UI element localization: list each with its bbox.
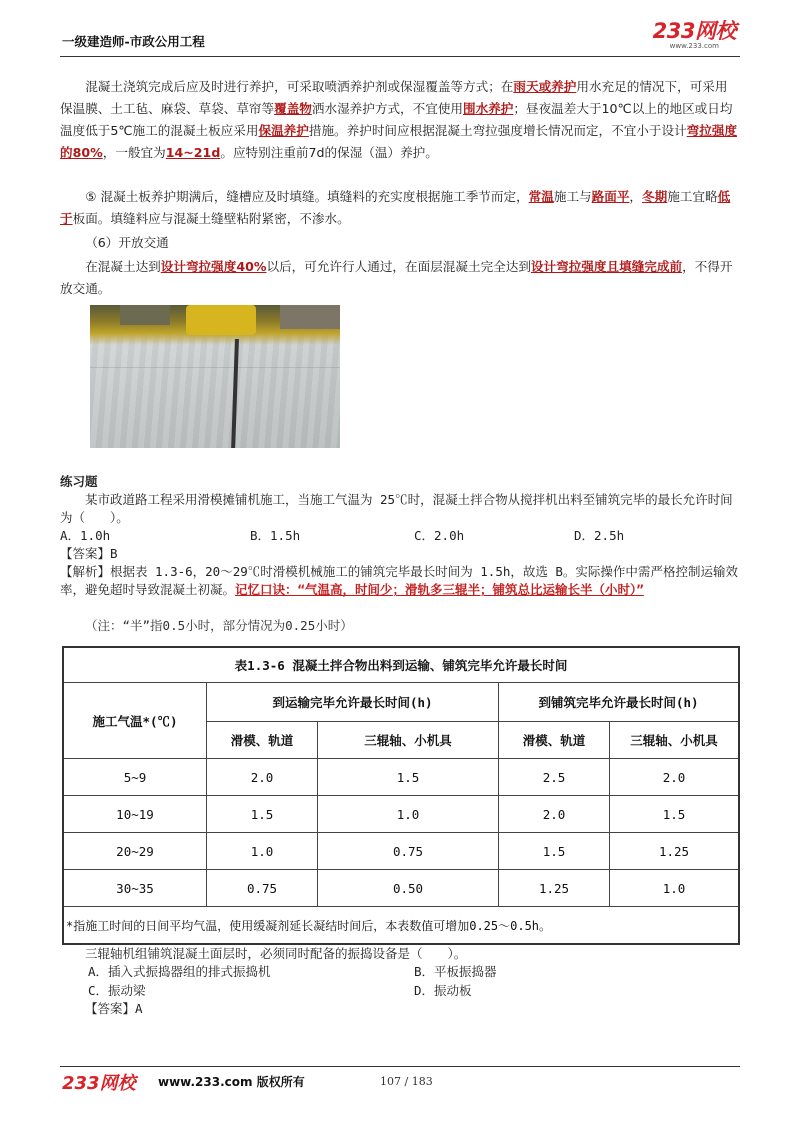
keyword: 路面平 — [591, 189, 630, 204]
exercise-question: 某市政道路工程采用滑模摊铺机施工，当施工气温为 25℃时，混凝土拌合物从搅拌机出料至铺筑完毕的最长允许时间为（ ）。 — [60, 492, 733, 525]
table-row — [63, 759, 739, 796]
copyright: www.233.com 版权所有 — [158, 1075, 305, 1089]
table-row — [63, 833, 739, 870]
table-footnote: *指施工时间的日间平均气温，使用缓凝剂延长凝结时间后，本表数值可增加0.25～0.5h。 — [63, 907, 739, 945]
table-cell: 2.0 — [207, 759, 318, 796]
keyword: 覆盖物 — [274, 101, 312, 116]
table-cell: 2.0 — [499, 796, 610, 833]
table-cell: 1.25 — [499, 870, 610, 907]
table-cell: 0.75 — [207, 870, 318, 907]
subheader: 滑模、轨道 — [499, 722, 610, 759]
exercise-explanation: 【解析】根据表 1.3-6，20～29℃时滑模机械施工的铺筑完毕最长时间为 1.5h，故选 B。实际操作中需严格控制运输效率，避免超时导致混凝土初凝。记忆口诀：“气温高，时间少；滑轨多三辊半；铺筑总比运输长半（小时）” — [60, 564, 738, 597]
paragraph-curing: 混凝土浇筑完成后应及时进行养护，可采取喷洒养护剂或保湿覆盖等方式；在雨天或养护用水充足的情况下，可采用保温膜、土工毡、麻袋、草袋、草帘等覆盖物洒水湿养护方式，不宜使用围水养护；昼夜温差大于10℃以上的地区或日均温度低于5℃施工的混凝土板应采用保温养护措施。养护时间应根据混凝土弯拉强度增长情况而定，不宜小于设计弯拉强度的80%，一般宜为14~21d。应特别注重前7d的保湿（温）养护。 — [60, 79, 738, 160]
exercise-title: 练习题 — [60, 474, 98, 489]
document-title: 一级建造师-市政公用工程 — [62, 34, 205, 49]
keyword: 14~21d — [165, 145, 221, 160]
keyword: 雨天或养护 — [513, 79, 577, 94]
table-cell: 1.0 — [610, 870, 740, 907]
mnemonic: 记忆口诀：“气温高，时间少；滑轨多三辊半；铺筑总比运输长半（小时）” — [235, 582, 644, 597]
subheader: 三辊轴、小机具 — [610, 722, 740, 759]
joint-filling-photo — [90, 305, 340, 448]
page-header — [60, 20, 740, 57]
logo-text: 233网校 — [652, 19, 736, 43]
keyword: 常温 — [528, 189, 554, 204]
logo-url: www.233.com — [669, 42, 719, 50]
page-footer — [60, 1066, 740, 1094]
option-a: A．1.0h — [60, 528, 111, 543]
header-transport: 到运输完毕允许最长时间(h) — [207, 683, 499, 722]
keyword: 围水养护 — [463, 101, 514, 116]
option-a: A．插入式振捣器组的排式振捣机 — [88, 964, 271, 979]
option-c: C．振动梁 — [88, 983, 146, 998]
keyword: 低于 — [60, 189, 731, 226]
option-c: C．2.0h — [414, 528, 465, 543]
option-d: D．振动板 — [414, 983, 472, 998]
table-cell: 20~29 — [63, 833, 207, 870]
table-cell: 10~19 — [63, 796, 207, 833]
question2-stem: 三辊轴机组铺筑混凝土面层时，必须同时配备的振捣设备是（ ）。 — [85, 946, 467, 961]
time-limit-table — [62, 646, 740, 945]
table-cell: 1.0 — [318, 796, 499, 833]
keyword: 设计弯拉强度且填缝完成前 — [530, 259, 683, 274]
paragraph-open-traffic: 在混凝土达到设计弯拉强度40%以后，可允许行人通过，在面层混凝土完全达到设计弯拉强度且填缝完成前，不得开放交通。 — [60, 259, 733, 296]
header-temperature: 施工气温*(℃) — [63, 683, 207, 759]
table-row — [63, 870, 739, 907]
keyword: 保温养护 — [258, 123, 309, 138]
option-b: B．1.5h — [250, 528, 301, 543]
exercise-answer: 【答案】B — [60, 546, 118, 561]
table-cell: 1.5 — [318, 759, 499, 796]
table-cell: 1.5 — [207, 796, 318, 833]
footer-logo: 233网校 — [62, 1073, 136, 1094]
exercise-note: （注：“半”指0.5小时，部分情况为0.25小时） — [85, 618, 353, 633]
table-cell: 1.5 — [499, 833, 610, 870]
brand-logo — [653, 20, 736, 50]
paragraph-joint-filling: ⑤ 混凝土板养护期满后，缝槽应及时填缝。填缝料的充实度根据施工季节而定，常温施工与路面平，冬期施工宜略低于板面。填缝料应与混凝土缝壁粘附紧密，不渗水。 — [60, 189, 731, 226]
table-cell: 5~9 — [63, 759, 207, 796]
question2-answer: 【答案】A — [85, 1001, 143, 1016]
keyword: 冬期 — [642, 189, 668, 204]
subheader: 滑模、轨道 — [207, 722, 318, 759]
option-b: B．平板振捣器 — [414, 964, 497, 979]
table-cell: 0.50 — [318, 870, 499, 907]
page-number: 107 / 183 — [380, 1075, 433, 1088]
table-cell: 0.75 — [318, 833, 499, 870]
table-cell: 1.0 — [207, 833, 318, 870]
table-caption: 表1.3-6 混凝土拌合物出料到运输、铺筑完毕允许最长时间 — [63, 647, 739, 683]
option-d: D．2.5h — [574, 528, 625, 543]
table-cell: 2.0 — [610, 759, 740, 796]
table-cell: 30~35 — [63, 870, 207, 907]
keyword: 设计弯拉强度40% — [160, 259, 267, 274]
table-cell: 1.25 — [610, 833, 740, 870]
table-cell: 1.5 — [610, 796, 740, 833]
header-paving: 到铺筑完毕允许最长时间(h) — [499, 683, 740, 722]
section-heading-open-traffic: （6）开放交通 — [85, 235, 169, 250]
table-cell: 2.5 — [499, 759, 610, 796]
table-row — [63, 796, 739, 833]
keyword: 弯拉强度的80% — [60, 123, 738, 160]
subheader: 三辊轴、小机具 — [318, 722, 499, 759]
